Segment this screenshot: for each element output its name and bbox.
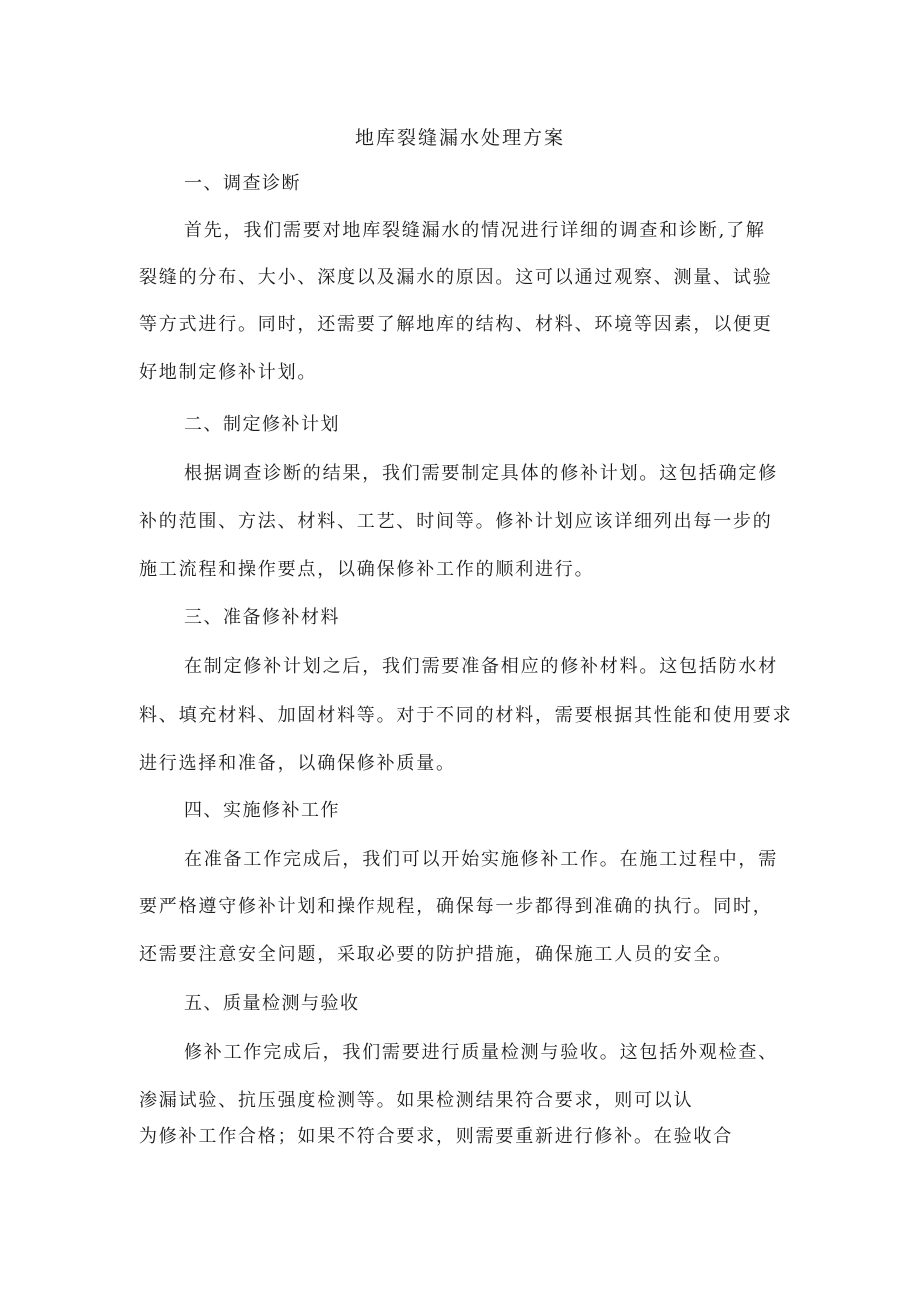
paragraph-line: 料、填充材料、加固材料等。对于不同的材料，需要根据其性能和使用要求 <box>139 705 793 726</box>
paragraph-line: 为修补工作合格；如果不符合要求，则需要重新进行修补。在验收合 <box>139 1126 733 1147</box>
section-heading-1: 一、调查诊断 <box>184 173 301 194</box>
paragraph-line: 还需要注意安全问题，采取必要的防护措施，确保施工人员的安全。 <box>139 944 733 965</box>
section-heading-2: 二、制定修补计划 <box>184 414 340 435</box>
paragraph-line: 首先，我们需要对地库裂缝漏水的情况进行详细的调查和诊断,了解 <box>184 220 766 241</box>
section-heading-5: 五、质量检测与验收 <box>184 993 360 1014</box>
section-heading-4: 四、实施修补工作 <box>184 800 340 821</box>
paragraph-line: 好地制定修补计划。 <box>139 362 318 383</box>
paragraph-line: 在制定修补计划之后，我们需要准备相应的修补材料。这包括防水材 <box>184 656 778 677</box>
document-title: 地库裂缝漏水处理方案 <box>354 127 565 149</box>
paragraph-line: 补的范围、方法、材料、工艺、时间等。修补计划应该详细列出每一步的 <box>139 511 773 532</box>
section-heading-3: 三、准备修补材料 <box>184 607 340 628</box>
paragraph-line: 施工流程和操作要点，以确保修补工作的顺利进行。 <box>139 559 595 580</box>
paragraph-line: 等方式进行。同时，还需要了解地库的结构、材料、环境等因素，以便更 <box>139 314 773 335</box>
paragraph-line: 修补工作完成后，我们需要进行质量检测与验收。这包括外观检查、 <box>184 1042 778 1063</box>
paragraph-line: 在准备工作完成后，我们可以开始实施修补工作。在施工过程中，需 <box>184 849 778 870</box>
paragraph-line: 根据调查诊断的结果，我们需要制定具体的修补计划。这包括确定修 <box>184 463 778 484</box>
paragraph-line: 渗漏试验、抗压强度检测等。如果检测结果符合要求，则可以认 <box>139 1090 694 1111</box>
paragraph-line: 裂缝的分布、大小、深度以及漏水的原因。这可以通过观察、测量、试验 <box>139 267 773 288</box>
paragraph-line: 进行选择和准备，以确保修补质量。 <box>139 753 456 774</box>
paragraph-line: 要严格遵守修补计划和操作规程，确保每一步都得到准确的执行。同时， <box>139 896 773 917</box>
